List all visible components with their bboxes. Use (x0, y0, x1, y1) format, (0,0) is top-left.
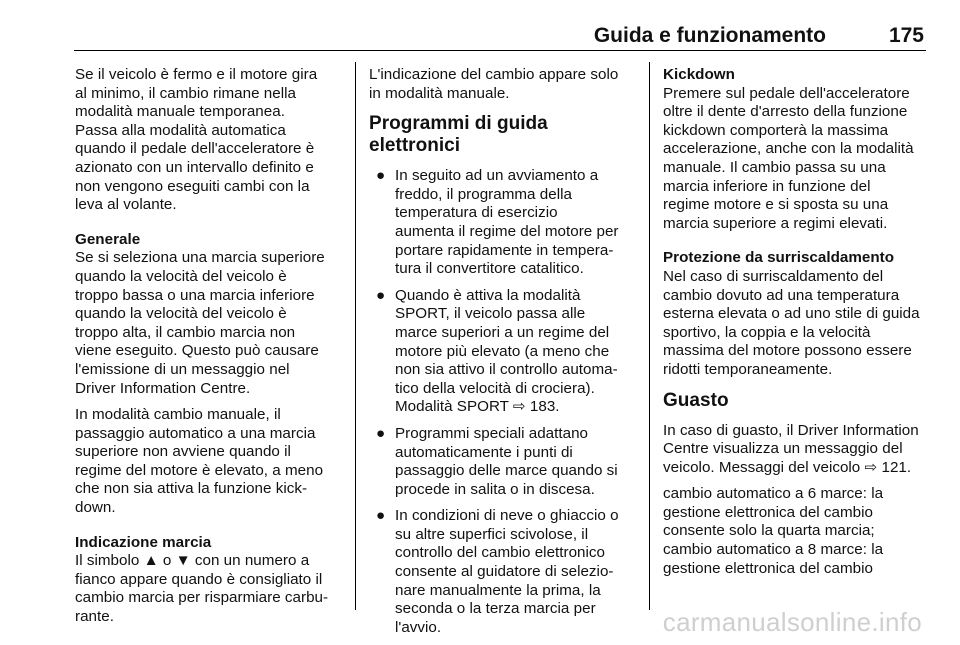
text-line: cambio automatico a 8 marce: la (663, 541, 884, 559)
text-line: controllo del cambio elettronico (395, 544, 606, 562)
text-line: passaggio delle marce quando si (395, 462, 618, 480)
text-line: consente solo la quarta marcia; (663, 522, 875, 540)
text-line: ridotti temporaneamente. (663, 360, 833, 378)
paragraph (75, 552, 345, 626)
text-line: gestione elettronica del cambio (663, 559, 873, 577)
subheading-kickdown: Kickdown (663, 66, 735, 83)
paragraph (663, 485, 931, 578)
text-line: l'emissione di un messaggio nel (75, 360, 290, 378)
subheading-indicazione-marcia: Indicazione marcia (75, 533, 212, 551)
text-line: consente al guidatore di selezio- (395, 563, 614, 581)
text-line: leva al volante. (75, 196, 177, 214)
text-line: rante. (75, 608, 114, 626)
column-1 (75, 66, 345, 635)
header-title: Guida e funzionamento (593, 24, 826, 47)
bullet-dot-icon: ● (376, 286, 386, 304)
cross-reference-link[interactable]: veicolo. Messaggi del veicolo ⇨ 121. (663, 458, 912, 476)
column-3 (663, 66, 931, 586)
subheading-protezione: Protezione da surriscaldamento (663, 249, 895, 267)
bullet-item (369, 425, 637, 499)
text-line: non vengono eseguiti cambi con la (75, 177, 310, 195)
text-line: l'avvio. (395, 618, 442, 636)
text-line: tura il convertitore catalitico. (395, 260, 584, 278)
text-line: cambio marcia per risparmiare carbu- (75, 589, 329, 607)
text-line: viene eseguito. Questo può causare (75, 342, 319, 360)
text-line: Quando è attiva la modalità (395, 286, 581, 304)
text-line: superiore non avviene quando il (75, 443, 291, 461)
column-divider (355, 62, 356, 610)
text-line: sportivo, la coppia e la velocità (663, 323, 871, 341)
text-line: freddo, il programma della (395, 185, 572, 203)
text-line: troppo bassa o una marcia inferiore (75, 286, 315, 304)
heading-guasto: Guasto (663, 389, 729, 411)
text-line: kickdown comporterà la massima (663, 121, 889, 139)
text-line: motore più elevato (a meno che (395, 342, 610, 360)
text-line: accelerazione, anche con la modalità (663, 140, 914, 158)
text-line: Nel caso di surriscaldamento del (663, 267, 884, 285)
text-line: down. (75, 499, 116, 517)
text-line: quando il pedale dell'acceleratore è (75, 140, 315, 158)
text-line: In caso di guasto, il Driver Information (663, 421, 919, 439)
text-line: marce superiori a un regime del (395, 323, 610, 341)
text-line: In seguito ad un avviamento a (395, 167, 599, 185)
text-line: Se il veicolo è fermo e il motore gira (75, 66, 318, 83)
text-line: azionato con un intervallo definito e (75, 158, 314, 176)
text-line: al minimo, il cambio rimane nella (75, 84, 296, 102)
text-line: gestione elettronica del cambio (663, 503, 873, 521)
text-line: regime motore e si sposta su una (663, 196, 889, 214)
text-line: temperatura di esercizio (395, 204, 558, 222)
text-line: troppo alta, il cambio marcia non (75, 323, 296, 341)
text-line: che non sia attiva la funzione kick- (75, 480, 308, 498)
paragraph (369, 66, 637, 103)
text-line: In modalità cambio manuale, il (75, 406, 281, 424)
text-line: passaggio automatico a una marcia (75, 424, 316, 442)
bullet-dot-icon: ● (376, 167, 386, 185)
text-line: marcia inferiore in funzione del (663, 177, 871, 195)
column-2 (369, 66, 637, 645)
text-line: fianco appare quando è consigliato il (75, 570, 323, 588)
paragraph (75, 66, 345, 215)
page-number: 175 (888, 24, 924, 47)
text-line: aumenta il regime del motore per (395, 222, 619, 240)
cross-reference-link[interactable]: Modalità SPORT ⇨ 183. (395, 398, 560, 416)
text-line: procede in salita o in discesa. (395, 480, 595, 498)
column-divider (649, 62, 650, 610)
text-line: Se si seleziona una marcia superiore (75, 249, 325, 267)
text-line: portare rapidamente in tempera- (395, 241, 614, 259)
paragraph (663, 422, 931, 478)
heading-programmi-di-guida: Programmi di guida elettronici (369, 113, 548, 157)
text-line: su altre superfici scivolose, il (395, 525, 589, 543)
text-line: cambio dovuto ad una temperatura (663, 286, 900, 304)
text-line: marcia superiore a regimi elevati. (663, 214, 888, 232)
text-line: nare manualmente la prima, la (395, 581, 601, 599)
text-line: Driver Information Centre. (75, 379, 251, 397)
text-line: tico della velocità di crociera). (395, 379, 595, 397)
text-line: manuale. Il cambio passa su una (663, 158, 886, 176)
text-line: Il simbolo ▲ o ▼ con un numero a (75, 552, 310, 570)
text-line: massima del motore possono essere (663, 342, 912, 360)
page-header (74, 0, 926, 51)
bullet-item (369, 167, 637, 279)
text-line: in modalità manuale. (369, 84, 510, 102)
text-line: In condizioni di neve o ghiaccio o (395, 507, 619, 525)
bullet-item (369, 507, 637, 637)
subheading-generale: Generale (75, 230, 141, 248)
text-line: regime del motore è elevato, a meno (75, 461, 324, 479)
text-line: oltre il dente d'arresto della funzione (663, 103, 908, 121)
text-line: quando la velocità del veicolo è (75, 305, 287, 323)
text-line: modalità manuale temporanea. (75, 103, 285, 121)
text-line: non sia attivo il controllo automa- (395, 361, 618, 379)
text-line: Passa alla modalità automatica (75, 121, 286, 139)
text-line: L'indicazione del cambio appare solo (369, 66, 619, 83)
text-line: seconda o la terza marcia per (395, 600, 596, 618)
paragraph (75, 406, 345, 518)
text-line: Programmi speciali adattano (395, 424, 589, 442)
text-line: cambio automatico a 6 marce: la (663, 485, 884, 503)
paragraph (663, 268, 931, 380)
text-line: SPORT, il veicolo passa alle (395, 305, 586, 323)
text-line: quando la velocità del veicolo è (75, 267, 287, 285)
paragraph (75, 249, 345, 398)
bullet-dot-icon: ● (376, 424, 386, 442)
text-line: Centre visualizza un messaggio del (663, 440, 903, 458)
bullet-item (369, 287, 637, 417)
paragraph (663, 85, 931, 234)
text-line: automaticamente i punti di (395, 443, 573, 461)
bullet-dot-icon: ● (376, 507, 386, 525)
watermark: carmanualsonline.info (662, 607, 922, 637)
text-line: Premere sul pedale dell'acceleratore (663, 84, 910, 102)
text-line: esterna elevata o ad uno stile di guida (663, 305, 920, 323)
